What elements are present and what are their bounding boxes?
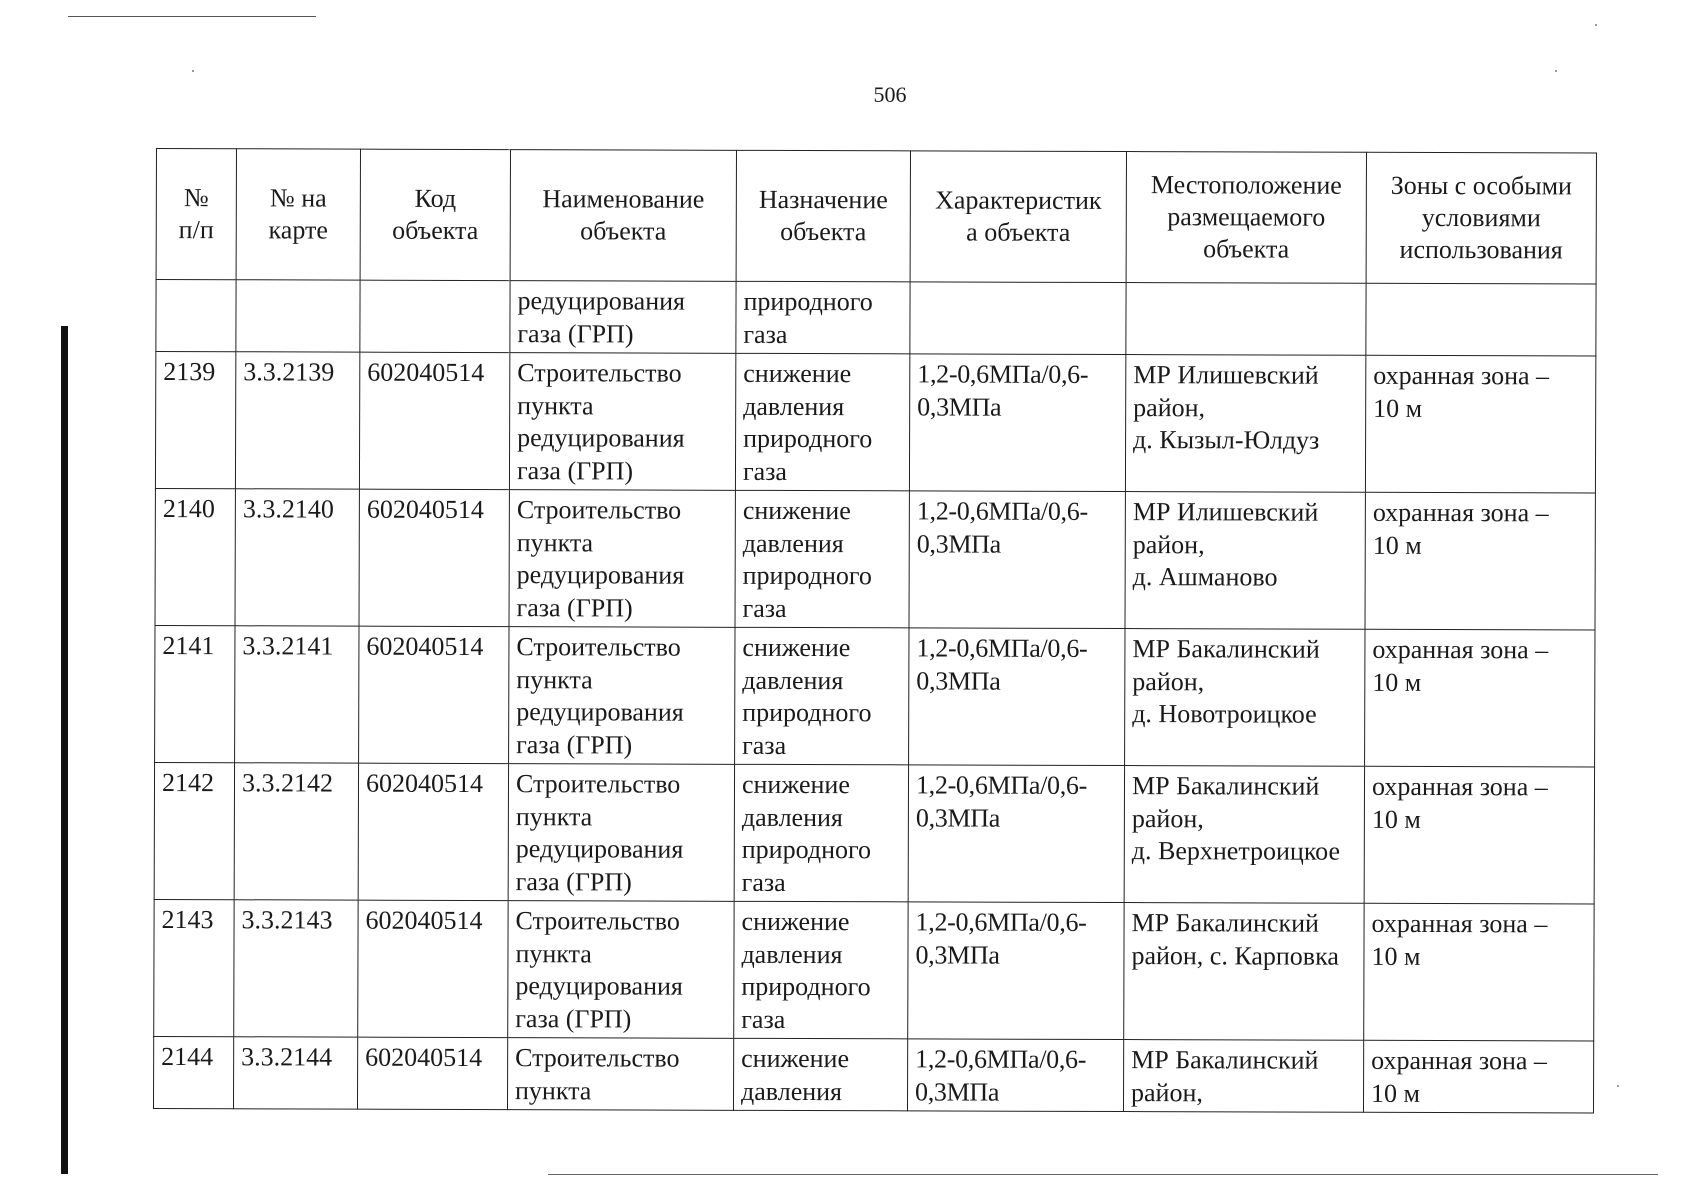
table-row (155, 352, 1595, 494)
header-line: № на (269, 183, 327, 213)
cell-object-code (359, 489, 509, 626)
header-line: объекта (392, 215, 479, 246)
table-body (153, 280, 1596, 1114)
cell-line: охранная зона – (1372, 634, 1549, 665)
cell-line: д. Верхнетроицкое (1131, 836, 1341, 866)
cell-line: газа (ГРП) (515, 866, 632, 896)
cell-object-code (360, 280, 510, 352)
cell-special-zones (1365, 629, 1595, 767)
cell-line: газа (ГРП) (516, 729, 633, 759)
cell-line: 0,3МПа (917, 391, 1002, 422)
cell-line: 602040514 (365, 768, 484, 799)
objects-table (153, 148, 1597, 1114)
cell-object-purpose (736, 281, 910, 354)
scan-speck (1555, 70, 1557, 72)
cell-line: 10 м (1370, 1078, 1421, 1108)
header-zones (1366, 152, 1596, 284)
cell-line: газа (742, 593, 787, 623)
header-line: Местоположение (1150, 170, 1342, 200)
cell-line: 2139 (163, 357, 216, 387)
cell-line: 2142 (161, 768, 215, 798)
header-line: размещаемого (1167, 202, 1326, 232)
cell-object-name (508, 764, 734, 902)
cell-line: МР Илишевский (1132, 497, 1319, 527)
cell-line: Строительство (516, 495, 682, 525)
table-row (154, 762, 1594, 904)
cell-line: 1,2-0,6МПа/0,6- (915, 907, 1087, 937)
cell-line: охранная зона – (1371, 908, 1548, 939)
cell-row-number (154, 899, 234, 1036)
cell-line: район, (1132, 529, 1205, 559)
cell-object-code (359, 352, 509, 489)
cell-line: МР Илишевский (1133, 360, 1319, 390)
cell-line: район, (1130, 1077, 1203, 1107)
cell-line: охранная зона – (1371, 771, 1548, 802)
cell-line: 3.3.2144 (241, 1042, 333, 1072)
cell-object-location (1125, 355, 1365, 493)
cell-line (1374, 288, 1589, 289)
cell-object-purpose (733, 1038, 907, 1111)
table-row (153, 1036, 1593, 1113)
cell-line: снижение (741, 769, 850, 800)
header-map-num (236, 149, 360, 280)
cell-line: редуцирования (516, 697, 684, 727)
cell-line: снижение (742, 632, 851, 663)
cell-map-number (235, 626, 359, 763)
header-line: № (183, 183, 209, 213)
cell-line: пункта (517, 390, 594, 420)
table-row (156, 280, 1596, 357)
cell-line: газа (743, 319, 788, 349)
cell-line: 1,2-0,6МПа/0,6- (916, 496, 1088, 526)
header-line: условиями (1421, 202, 1541, 233)
cell-line: 602040514 (365, 1042, 483, 1073)
cell-object-spec (908, 765, 1124, 903)
header-line: Код (414, 183, 457, 213)
cell-map-number (235, 352, 359, 489)
cell-row-number (154, 762, 234, 899)
cell-object-code (358, 763, 508, 900)
cell-line: природного (741, 971, 871, 1002)
cell-map-number (235, 489, 359, 626)
header-line: Зоны с особыми (1390, 170, 1573, 201)
cell-object-name (509, 627, 735, 765)
header-line: Назначение (758, 184, 888, 215)
cell-line: МР Бакалинский (1132, 634, 1320, 664)
cell-object-location (1125, 629, 1365, 767)
cell-line: Строительство (517, 358, 682, 388)
cell-line: пункта (515, 801, 593, 831)
cell-object-name (508, 901, 734, 1039)
cell-line: 3.3.2140 (242, 494, 334, 524)
cell-line: природного (743, 423, 873, 454)
scan-speck (1595, 24, 1597, 26)
cell-line: 1,2-0,6МПа/0,6- (916, 633, 1088, 663)
cell-line: 3.3.2143 (241, 905, 333, 935)
cell-line: газа (741, 867, 786, 897)
cell-line: редуцирования (515, 971, 683, 1001)
header-code (360, 149, 510, 280)
cell-line: Строительство (515, 906, 680, 936)
cell-line: 3.3.2139 (243, 357, 335, 387)
header-num (156, 149, 236, 280)
header-spec (910, 151, 1126, 283)
cell-line: Строительство (515, 769, 681, 799)
cell-line: снижение (741, 1043, 850, 1074)
cell-object-code (357, 1037, 507, 1109)
cell-line: 0,3МПа (914, 1076, 1000, 1107)
cell-line: пункта (515, 938, 592, 968)
cell-line: газа (ГРП) (515, 1003, 632, 1033)
cell-line: 10 м (1371, 941, 1421, 971)
cell-line: газа (ГРП) (516, 455, 634, 486)
cell-line: 0,3МПа (915, 939, 1000, 970)
cell-special-zones (1365, 355, 1595, 493)
cell-line: 3.3.2142 (241, 768, 334, 798)
cell-line: давления (741, 802, 843, 832)
cell-line: охранная зона – (1373, 360, 1550, 391)
cell-line: д. Кызыл-Юлдуз (1133, 425, 1320, 455)
cell-line: 602040514 (366, 494, 484, 525)
bottom-rule (548, 1174, 1658, 1175)
cell-object-location (1126, 283, 1366, 356)
header-purpose (736, 150, 910, 282)
cell-line: д. Новотроицкое (1132, 699, 1317, 729)
cell-line: 2143 (161, 905, 214, 935)
cell-object-spec (908, 902, 1124, 1040)
cell-line: снижение (741, 906, 850, 937)
cell-line: охранная зона – (1371, 1045, 1547, 1076)
cell-object-location (1125, 492, 1365, 630)
cell-object-purpose (734, 901, 908, 1039)
header-line: а объекта (966, 217, 1071, 247)
cell-line: район, (1131, 803, 1204, 833)
cell-special-zones (1364, 766, 1594, 904)
cell-line: 2140 (162, 494, 215, 524)
cell-line: газа (ГРП) (516, 592, 633, 622)
cell-line: 0,3МПа (916, 665, 1001, 696)
cell-line: д. Ашманово (1132, 562, 1278, 592)
cell-object-spec (909, 491, 1125, 629)
cell-line: редуцирования (516, 560, 685, 590)
scan-edge-bar (61, 326, 68, 1174)
cell-object-purpose (734, 764, 908, 902)
cell-line: 0,3МПа (915, 802, 1001, 833)
cell-line: редуцирования (515, 834, 684, 864)
cell-object-purpose (735, 627, 909, 765)
header-line: использования (1399, 234, 1563, 265)
cell-row-number (155, 625, 235, 762)
header-name (510, 150, 736, 282)
cell-line: пункта (514, 1075, 592, 1105)
cell-line: давления (742, 665, 844, 695)
cell-line: давления (743, 391, 845, 421)
cell-object-name (510, 281, 736, 354)
cell-object-name (509, 490, 735, 628)
cell-object-spec (907, 1039, 1123, 1112)
cell-line: газа (741, 1004, 786, 1034)
cell-line: 602040514 (365, 905, 483, 936)
cell-special-zones (1364, 903, 1594, 1041)
cell-map-number (234, 763, 358, 900)
cell-line: 0,3МПа (916, 528, 1001, 559)
top-rule (68, 16, 316, 17)
cell-line: район, (1132, 666, 1205, 696)
table-row (154, 899, 1594, 1041)
cell-map-number (233, 1037, 357, 1109)
page-number: 506 (873, 82, 907, 107)
cell-line (1134, 287, 1359, 288)
cell-object-location (1124, 903, 1364, 1041)
cell-map-number (236, 280, 360, 352)
cell-line: Строительство (516, 632, 681, 662)
cell-object-purpose (735, 490, 909, 628)
cell-line: 10 м (1372, 530, 1422, 560)
header-location (1126, 152, 1366, 284)
cell-line: район, (1133, 392, 1206, 422)
header-line: Характеристик (935, 185, 1102, 215)
cell-line: 1,2-0,6МПа/0,6- (917, 359, 1089, 389)
cell-map-number (234, 900, 358, 1037)
cell-object-name (507, 1038, 733, 1111)
header-line: п/п (178, 215, 214, 245)
cell-object-name (509, 353, 735, 491)
cell-row-number (155, 352, 235, 489)
cell-line: 10 м (1371, 804, 1421, 834)
cell-object-spec (909, 628, 1125, 766)
cell-object-purpose (735, 353, 909, 491)
table-row (155, 488, 1595, 630)
scan-speck (1617, 1085, 1619, 1087)
cell-object-code (359, 626, 509, 763)
cell-special-zones (1363, 1040, 1593, 1113)
cell-line: 602040514 (366, 631, 484, 662)
table-header-row (156, 149, 1596, 285)
cell-special-zones (1365, 492, 1595, 630)
cell-line: 1,2-0,6МПа/0,6- (915, 1044, 1087, 1074)
table-row (155, 625, 1595, 767)
cell-line: природного (743, 286, 873, 317)
cell-line: природного (741, 834, 872, 865)
header-line: объекта (1203, 234, 1290, 264)
cell-line (918, 286, 1119, 287)
cell-line: МР Бакалинский (1131, 908, 1319, 938)
scan-speck (192, 70, 194, 72)
cell-line: 2141 (162, 631, 215, 661)
cell-object-location (1123, 1040, 1363, 1113)
cell-line: 1,2-0,6МПа/0,6- (915, 770, 1088, 800)
cell-line: природного (742, 560, 872, 591)
cell-line: давления (741, 939, 843, 969)
header-line: карте (268, 215, 328, 245)
cell-line: снижение (743, 358, 852, 389)
cell-line: 3.3.2141 (242, 631, 334, 661)
cell-line: пункта (516, 664, 593, 694)
cell-line: охранная зона – (1372, 497, 1549, 528)
cell-special-zones (1366, 283, 1596, 356)
header-line: объекта (780, 216, 867, 247)
cell-line: газа (742, 730, 787, 760)
cell-object-spec (909, 354, 1125, 492)
header-line: объекта (580, 216, 667, 246)
cell-line: Строительство (515, 1043, 680, 1073)
cell-object-code (358, 900, 508, 1037)
cell-line: газа (ГРП) (517, 318, 634, 349)
cell-line: 10 м (1373, 393, 1423, 423)
cell-line: давления (742, 528, 844, 558)
cell-row-number (155, 488, 235, 625)
cell-line: пункта (516, 527, 594, 557)
cell-line: природного (742, 697, 872, 728)
cell-line: давления (740, 1076, 843, 1106)
cell-row-number (153, 1036, 233, 1108)
cell-object-location (1124, 766, 1364, 904)
cell-line: 2144 (161, 1042, 214, 1072)
cell-line: МР Бакалинский (1131, 771, 1320, 801)
cell-line: редуцирования (517, 423, 685, 453)
cell-line: район, с. Карповка (1131, 940, 1339, 971)
cell-row-number (156, 280, 236, 352)
cell-line: 10 м (1372, 667, 1422, 697)
cell-line: редуцирования (517, 286, 686, 316)
cell-line: 602040514 (367, 357, 485, 388)
header-line: Наименование (542, 184, 705, 214)
cell-line: газа (742, 456, 788, 486)
cell-object-spec (910, 282, 1126, 355)
cell-line: МР Бакалинский (1131, 1045, 1319, 1075)
cell-line: снижение (742, 495, 851, 526)
